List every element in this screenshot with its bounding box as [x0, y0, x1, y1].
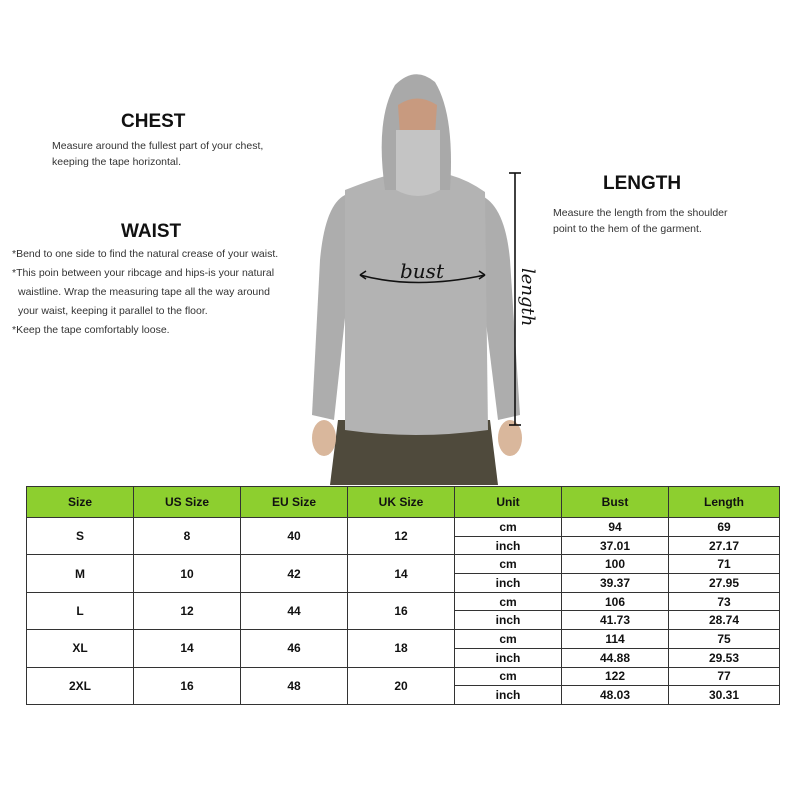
header-eu-size: EU Size — [241, 487, 348, 518]
size-cell: XL — [27, 630, 134, 667]
length-cell: 73 — [669, 592, 780, 611]
eu-size-cell: 40 — [241, 518, 348, 555]
length-cell: 71 — [669, 555, 780, 574]
length-label: length — [517, 268, 538, 327]
uk-size-cell: 16 — [348, 592, 455, 629]
bust-cell: 100 — [562, 555, 669, 574]
header-length: Length — [669, 487, 780, 518]
table-row — [27, 630, 780, 649]
unit-cell: cm — [455, 592, 562, 611]
us-size-cell: 16 — [134, 667, 241, 705]
left-sleeve — [312, 195, 348, 420]
bust-cell: 122 — [562, 667, 669, 686]
uk-size-cell: 20 — [348, 667, 455, 705]
table-header-row — [27, 487, 780, 518]
eu-size-cell: 44 — [241, 592, 348, 629]
table-row — [27, 592, 780, 611]
size-cell: M — [27, 555, 134, 592]
unit-cell: inch — [455, 611, 562, 630]
length-cell: 30.31 — [669, 686, 780, 705]
bust-cell: 41.73 — [562, 611, 669, 630]
table-row — [27, 555, 780, 574]
waist-line-3: waistline. Wrap the measuring tape all the way around — [18, 286, 270, 298]
eu-size-cell: 48 — [241, 667, 348, 705]
uk-size-cell: 14 — [348, 555, 455, 592]
chest-heading: CHEST — [121, 111, 186, 132]
us-size-cell: 14 — [134, 630, 241, 667]
length-line-1: Measure the length from the shoulder — [553, 207, 728, 219]
bust-cell: 39.37 — [562, 574, 669, 593]
hoodie-illustration — [290, 60, 560, 485]
chest-line-1: Measure around the fullest part of your chest, — [52, 140, 264, 152]
bust-cell: 114 — [562, 630, 669, 649]
waist-line-1: *Bend to one side to find the natural crease of your waist. — [12, 248, 279, 260]
size-cell: L — [27, 592, 134, 629]
size-cell: S — [27, 518, 134, 555]
header-us-size: US Size — [134, 487, 241, 518]
unit-cell: cm — [455, 630, 562, 649]
bust-cell: 106 — [562, 592, 669, 611]
bust-label: bust — [400, 259, 444, 283]
length-cell: 27.95 — [669, 574, 780, 593]
unit-cell: inch — [455, 686, 562, 705]
header-size: Size — [27, 487, 134, 518]
unit-cell: inch — [455, 536, 562, 555]
length-cell: 77 — [669, 667, 780, 686]
bust-cell: 48.03 — [562, 686, 669, 705]
us-size-cell: 10 — [134, 555, 241, 592]
face-shape — [398, 99, 437, 136]
us-size-cell: 8 — [134, 518, 241, 555]
eu-size-cell: 42 — [241, 555, 348, 592]
eu-size-cell: 46 — [241, 630, 348, 667]
length-cell: 75 — [669, 630, 780, 649]
uk-size-cell: 12 — [348, 518, 455, 555]
chest-description — [52, 138, 292, 170]
unit-cell: cm — [455, 518, 562, 537]
uk-size-cell: 18 — [348, 630, 455, 667]
model-figure — [290, 60, 560, 485]
unit-cell: inch — [455, 574, 562, 593]
length-heading: LENGTH — [603, 173, 682, 194]
waist-line-5: *Keep the tape comfortably loose. — [12, 324, 170, 336]
waist-heading: WAIST — [121, 221, 182, 242]
bust-cell: 94 — [562, 518, 669, 537]
size-cell: 2XL — [27, 667, 134, 705]
length-cell: 29.53 — [669, 648, 780, 667]
neck-gaiter — [396, 130, 440, 196]
us-size-cell: 12 — [134, 592, 241, 629]
chest-line-2: keeping the tape horizontal. — [52, 156, 182, 168]
header-uk-size: UK Size — [348, 487, 455, 518]
unit-cell: cm — [455, 555, 562, 574]
unit-cell: cm — [455, 667, 562, 686]
header-unit: Unit — [455, 487, 562, 518]
shirt-torso — [345, 175, 488, 435]
table-row — [27, 518, 780, 537]
length-line-2: point to the hem of the garment. — [553, 223, 702, 235]
length-cell: 69 — [669, 518, 780, 537]
bust-cell: 37.01 — [562, 536, 669, 555]
bust-cell: 44.88 — [562, 648, 669, 667]
length-cell: 27.17 — [669, 536, 780, 555]
table-row — [27, 667, 780, 686]
waist-description — [12, 245, 307, 340]
waist-line-2: *This poin between your ribcage and hips-is your natural — [12, 267, 275, 279]
size-chart-table — [26, 486, 780, 705]
length-cell: 28.74 — [669, 611, 780, 630]
left-hand — [312, 420, 336, 456]
waist-line-4: your waist, keeping it parallel to the floor. — [18, 305, 208, 317]
unit-cell: inch — [455, 648, 562, 667]
header-bust: Bust — [562, 487, 669, 518]
length-description — [553, 205, 793, 237]
